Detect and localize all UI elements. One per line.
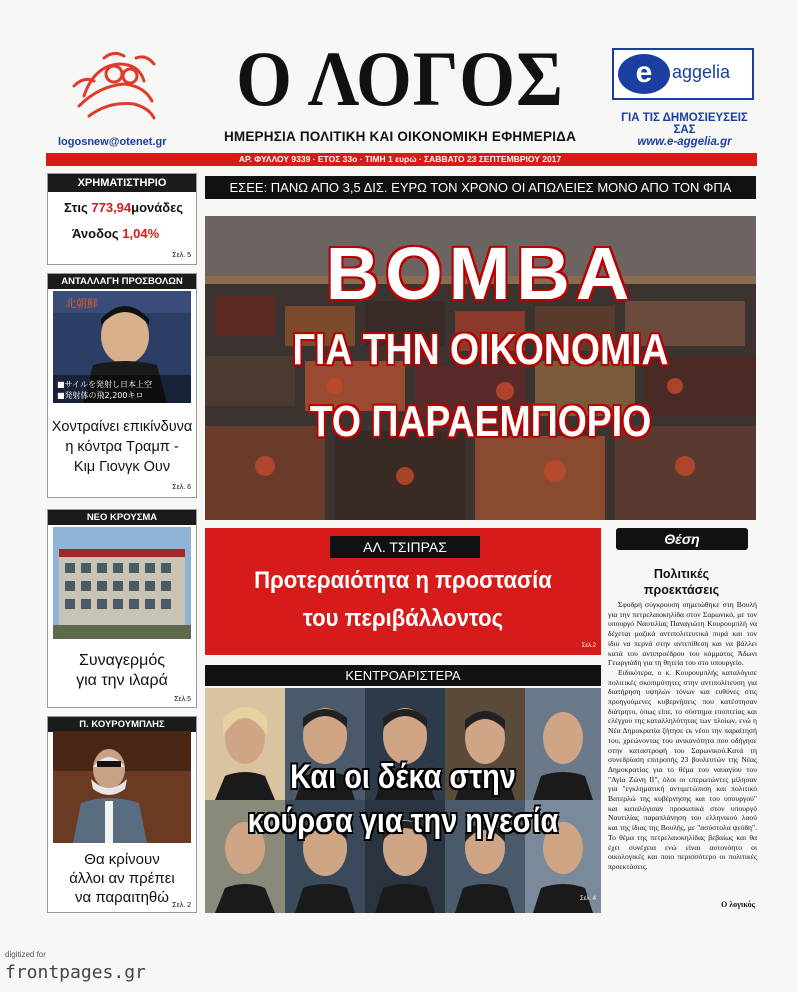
story-line-2: για την ιλαρά (76, 672, 168, 689)
story-line-2: η κόντρα Τραμπ - (65, 439, 179, 455)
story-line-2: άλλοι αν πρέπει (69, 870, 175, 887)
story-line-3: να παραιτηθώ (74, 889, 169, 906)
editorial-paragraph-2: Ειδικότερα, ο κ. Κουρουμπλής καταλόγισε πολιτικές σκοπιμότητες στην αντιπολίτευση για διατήρηση υψηλών τόνων και ευθύνες στις προηγούμενες κυβερνήσεις που κατέστησαν διάτρητο, όπως είπε, το σύστημα εποπτείας και ελέγχου της καταλληλότητας των πλοίων, ενώ η Νέα Δημοκρατία ζήτησε εκ νέου την παραίτησή του, χρεώνοντας του ανικανότητα που οδήγησε στην καταστροφή του Σαρωνικού.Κατά τη συνεδρίαση επιτροπής 23 βουλευτών της Νέας Δημοκρατίας για το θέμα του ναυαγίου του "Αγία Ζώνη ΙΙ", όλοι οι επερωτώντες μίλησαν για "εγκληματική αντιμετώπιση και πολιτικό Βατερλώ της κυβέρνησης και του υπουργού" και καταλόγισαν προσωπικά στον υπουργό Ναυτιλίας παραπλάνηση του ελληνικού λαού και της ίδιας της Βουλής, με "ασύστολα ψεύδη". Το θέμα της πετρελαιοκηλίδας βεβαίως και θα έχει συνέχεια ενώ είναι αυτονόητο οι οικολογικές και ποιο περισσότερο οι πολιτικές προεκτάσεις. (608, 667, 757, 871)
logo-figures-icon (64, 46, 164, 128)
tsipras-headline-2: του περιβάλλοντος (302, 605, 504, 632)
story-measles[interactable] (47, 509, 197, 708)
stock-market-box[interactable] (47, 173, 197, 265)
story-line-1: Θα κρίνουν (84, 851, 160, 868)
jp-caption-1: ■サイルを発射し日本上空 (57, 380, 152, 389)
page-reference: Σελ. 4 (579, 896, 596, 902)
story-header: Π. ΚΟΥΡΟΥΜΠΛΗΣ (48, 717, 196, 732)
hero-headline-2: ΓΙΑ ΤΗΝ ΟΙΚΟΝΟΜΙΑ (292, 325, 669, 374)
stock-index-line (64, 200, 183, 215)
stock-index-value: 773,94 (91, 200, 132, 215)
newspaper-title: Ο ΛΟΓΟΣ (236, 35, 564, 122)
stock-header: ΧΡΗΜΑΤΙΣΤΗΡΙΟ (48, 174, 196, 192)
eaggelia-tagline: ΓΙΑ ΤΙΣ ΔΗΜΟΣΙΕΥΣΕΙΣ ΣΑΣ (621, 112, 748, 136)
hero-headline-1: ΒΟΜΒΑ (325, 232, 636, 315)
editorial-signature: Ο λογικός (721, 900, 755, 909)
editorial-body (608, 600, 757, 872)
story-header: ΑΝΤΑΛΛΑΓΗ ΠΡΟΣΒΟΛΩΝ (48, 274, 196, 289)
hero-story[interactable] (205, 216, 756, 520)
editorial-title (606, 566, 757, 598)
digitized-label: digitized for (5, 950, 46, 959)
editorial-badge: Θέση (616, 528, 748, 550)
story-kouroumplis[interactable] (47, 716, 197, 913)
editorial-paragraph-1: Σφοδρή σύγκρουση σημειώθηκε στη Βουλή για την πετρελαιοκηλίδα στον Σαρωνικό, με τον υπουργό Ναυτιλίας Παναγιώτη Κουρουμπλή να δέχεται μαζικά αντιπολιτευτικά πυρά και τον ίδιο να περνά στην αντεπίθεση και να βάλλει κατά του αντιπροέδρου του κόμματος Άδωνι Γεωργιάδη για τη θητεία του στο υπουργείο. (608, 600, 757, 668)
tsipras-story[interactable] (205, 528, 601, 655)
tsipras-headline-1: Προτεραιότητα η προστασία (254, 567, 552, 594)
page-reference: Σελ. 5 (172, 252, 191, 259)
page-reference: Σελ.5 (174, 696, 191, 703)
story-line-3: Κιμ Γιονγκ Ουν (73, 459, 171, 475)
contact-email[interactable]: logosnew@otenet.gr (58, 136, 167, 148)
page-reference: Σελ.2 (581, 643, 596, 649)
eaggelia-logo-letter: e (618, 54, 670, 94)
page-reference: Σελ. 6 (172, 484, 191, 491)
eaggelia-url[interactable]: www.e-aggelia.gr (637, 136, 732, 148)
candidates-headline-1: Και οι δέκα στην (290, 758, 516, 796)
story-line-1: Συναγερμός (79, 652, 165, 669)
eaggelia-logo-word: aggelia (672, 62, 731, 82)
editorial-title-line-2: προεκτάσεις (643, 583, 720, 597)
editorial-title-line-1: Πολιτικές (653, 567, 710, 581)
centre-left-candidates[interactable] (205, 688, 601, 913)
stock-change-label: Άνοδος (72, 226, 123, 241)
stock-change-value: 1,04% (122, 226, 160, 241)
stock-prefix: Στις (64, 200, 92, 215)
issue-info: ΑΡ. ΦΥΛΛΟΥ 9339 · ΕΤΟΣ 33ο · ΤΙΜΗ 1 ευρώ · ΣΑΒΒΑΤΟ 23 ΣΕΠΤΕΜΒΡΙΟΥ 2017 (238, 154, 562, 164)
kim-jong-un-photo (53, 291, 191, 403)
candidates-headline-2: κούρσα για την ηγεσία (247, 802, 559, 840)
esee-headline-bar[interactable]: ΕΣΕΕ: ΠΑΝΩ ΑΠΟ 3,5 ΔΙΣ. ΕΥΡΩ ΤΟΝ ΧΡΟΝΟ ΟΙ ΑΠΩΛΕΙΕΣ ΜΟΝΟ ΑΠΟ ΤΟΝ ΦΠΑ (205, 176, 756, 199)
frontpages-watermark[interactable]: frontpages.gr (5, 962, 146, 983)
hero-headline-3: ΤΟ ΠΑΡΑΕΜΠΟΡΙΟ (309, 397, 652, 446)
eaggelia-ad[interactable] (612, 48, 754, 100)
story-trump-kim[interactable] (47, 273, 197, 498)
kouroumplis-photo (53, 731, 191, 843)
tsipras-label: ΑΛ. ΤΣΙΠΡΑΣ (330, 536, 480, 558)
kentroaristera-label[interactable]: ΚΕΝΤΡΟΑΡΙΣΤΕΡΑ (205, 665, 601, 686)
hospital-building-photo (53, 527, 191, 639)
story-header: ΝΕΟ ΚΡΟΥΣΜΑ (48, 510, 196, 525)
page-reference: Σελ. 2 (172, 902, 191, 909)
jp-caption-2: ■発射体の飛2,200キロ (57, 391, 144, 400)
jp-channel-label: 北朝鮮 (65, 297, 98, 310)
stock-change-line (72, 226, 159, 241)
stock-suffix: μονάδες (131, 200, 184, 215)
story-line-1: Χοντραίνει επικίνδυνα (51, 419, 193, 435)
editorial-column[interactable] (606, 528, 757, 913)
newspaper-subtitle: ΗΜΕΡΗΣΙΑ ΠΟΛΙΤΙΚΗ ΚΑΙ ΟΙΚΟΝΟΜΙΚΗ ΕΦΗΜΕΡΙΔΑ (223, 129, 577, 144)
